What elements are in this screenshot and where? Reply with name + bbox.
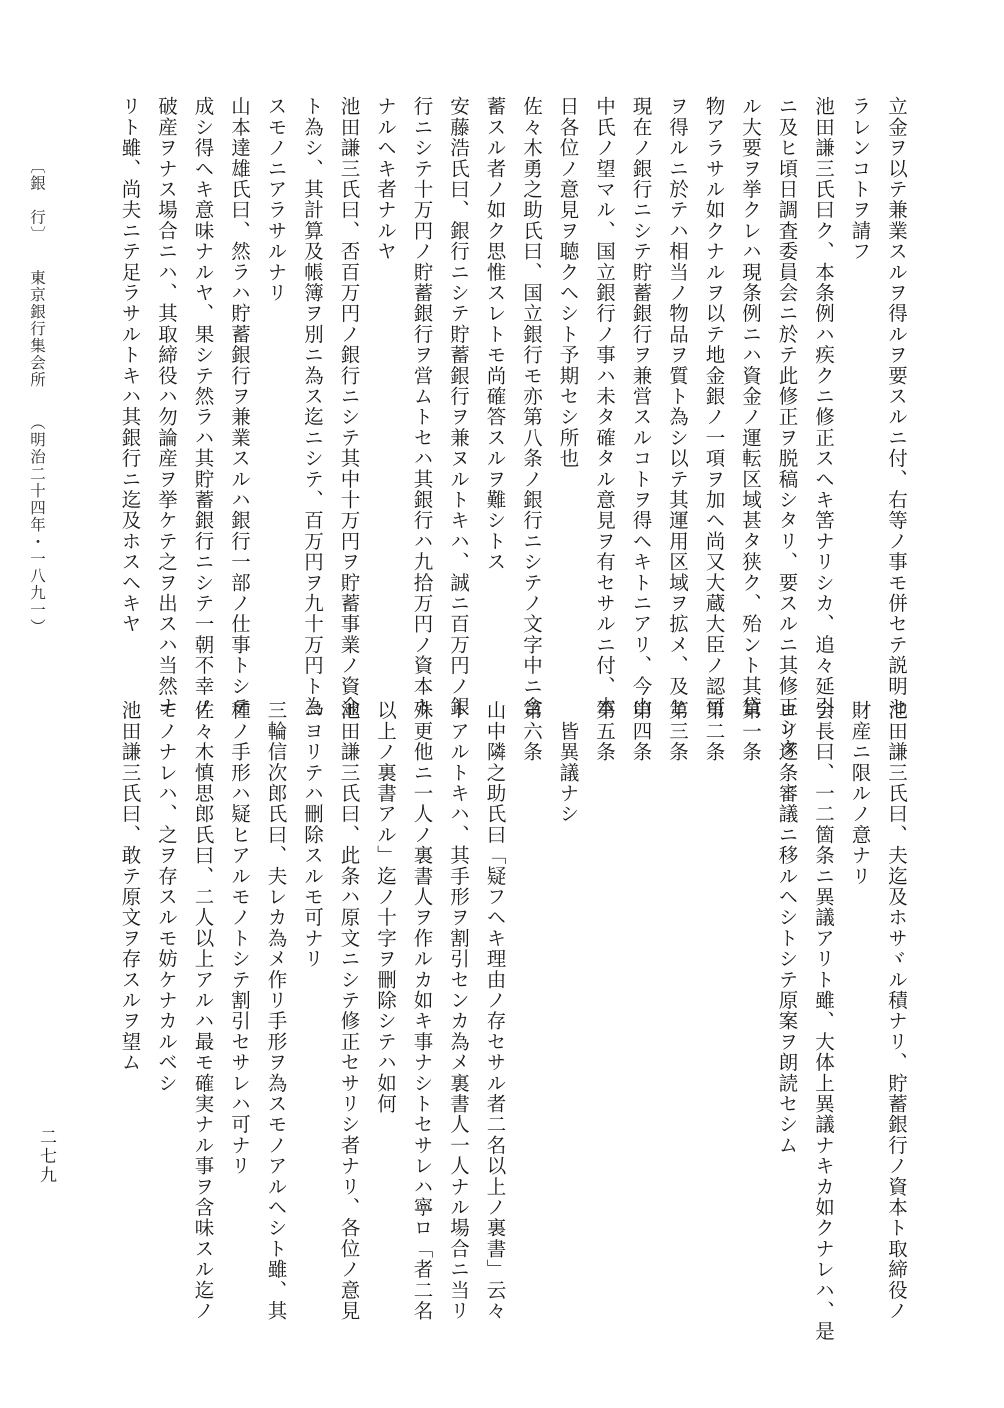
text-column: 山中隣之助氏曰「疑フヘキ理由ノ存セサル者二名以上ノ裏書」云々 bbox=[483, 700, 507, 1321]
text-column: 第二条 bbox=[702, 700, 726, 763]
text-column: 第三条 bbox=[666, 700, 689, 763]
text-column: ヨリ逐条審議ニ移ルヘシトシテ原案ヲ朗読セシム bbox=[775, 700, 799, 1156]
footer-publisher: 東京銀行集会所 bbox=[28, 269, 46, 389]
text-column: 皆異議ナシ bbox=[556, 700, 580, 825]
text-column: 会長曰、一二箇条ニ異議アリト雖、大体上異議ナキカ如クナレハ、是 bbox=[812, 700, 835, 1342]
text-column: 第五条 bbox=[593, 700, 616, 763]
text-column: 殊更他ニ一人ノ裏書人ヲ作ルカ如キ事ナシトセサレハ寧ロ「者二名 bbox=[410, 700, 434, 1321]
text-column: リト雖、尚夫ニテ足ラサルトキハ其銀行ニ迄及ホスヘキヤ bbox=[118, 96, 142, 635]
text-column: 第四条 bbox=[629, 700, 653, 763]
text-column: 第六条 bbox=[520, 700, 543, 763]
text-column: 池田謙三氏曰ク、本条例ハ疾クニ修正スヘキ筈ナリシカ、追々延引 bbox=[812, 96, 835, 717]
text-column: 三輪信次郎氏曰、夫レカ為メ作リ手形ヲ為スモノアルヘシト雖、其 bbox=[264, 700, 288, 1321]
text-column: 第一条 bbox=[739, 700, 762, 763]
running-footer bbox=[26, 158, 48, 636]
text-column: ニ及ヒ頃日調査委員会ニ於テ此修正ヲ脱稿シタリ、要スルニ其修正シタ bbox=[775, 96, 799, 759]
text-column: ヲ得ルニ於テハ相当ノ物品ヲ質ト為シ以テ其運用区域ヲ拡メ、及ヒ bbox=[666, 96, 689, 718]
text-column: 池田謙三氏曰、此条ハ原文ニシテ修正セサリシ者ナリ、各位ノ意見 bbox=[337, 700, 361, 1321]
text-column: 池田謙三氏曰、夫迄及ホサヾル積ナリ、貯蓄銀行ノ資本ト取締役ノ bbox=[885, 700, 908, 1321]
text-column: ニヨリテハ刪除スルモ可ナリ bbox=[301, 700, 324, 970]
text-column: 佐々木勇之助氏曰、国立銀行モ亦第八条ノ銀行ニシテノ文字中ニ含 bbox=[520, 96, 543, 717]
text-column: 中氏ノ望マル、国立銀行ノ事ハ未タ確タル意見ヲ有セサルニ付、本 bbox=[593, 96, 616, 717]
text-column: 成シ得ヘキ意味ナルヤ、果シテ然ラハ其貯蓄銀行ニシテ一朝不幸ノ bbox=[191, 96, 215, 717]
text-column: モノナレハ、之ヲ存スルモ妨ケナカルベシ bbox=[155, 700, 178, 1094]
text-column: 以上ノ裏書アル」迄ノ十字ヲ刪除シテハ如何 bbox=[374, 700, 397, 1114]
text-column: ラレンコトヲ請フ bbox=[848, 96, 872, 262]
text-column: トアルトキハ、其手形ヲ割引センカ為メ裏書人一人ナル場合ニ当リ bbox=[447, 700, 470, 1322]
text-column: 現在ノ銀行ニシテ貯蓄銀行ヲ兼営スルコトヲ得ヘキトニアリ、今山 bbox=[629, 96, 653, 717]
text-column: 蓄スル者ノ如ク思惟スレトモ尚確答スルヲ難シトス bbox=[483, 96, 507, 573]
lower-text-block bbox=[111, 700, 914, 1342]
text-column: 安藤浩氏曰、銀行ニシテ貯蓄銀行ヲ兼ヌルトキハ、誠ニ百万円ノ銀 bbox=[447, 96, 470, 717]
text-column: 池田謙三氏曰、否百万円ノ銀行ニシテ其中十万円ヲ貯蓄事業ノ資金 bbox=[337, 96, 361, 717]
text-column: 破産ヲナス場合ニハ、其取締役ハ勿論産ヲ挙ケテ之ヲ出スハ当然ナ bbox=[155, 96, 178, 717]
text-column: 佐々木慎思郎氏曰、二人以上アルハ最モ確実ナル事ヲ含味スル迄ノ bbox=[191, 700, 215, 1321]
text-column: ナルヘキ者ナルヤ bbox=[374, 96, 397, 262]
text-column: 種ノ手形ハ疑ヒアルモノトシテ割引セサレハ可ナリ bbox=[228, 700, 251, 1177]
page-number: 二七九 bbox=[36, 1128, 56, 1185]
text-column: 池田謙三氏曰、敢テ原文ヲ存スルヲ望ム bbox=[118, 700, 142, 1073]
text-column: ル大要ヲ挙クレハ現条例ニハ資金ノ運転区域甚タ狭ク、殆ント其貸 bbox=[739, 96, 762, 717]
text-column: 立金ヲ以テ兼業スルヲ得ルヲ要スルニ付、右等ノ事モ併セテ説明セ bbox=[885, 96, 908, 718]
text-column: 物アラサル如クナルヲ以テ地金銀ノ一項ヲ加ヘ尚又大蔵大臣ノ認可 bbox=[702, 96, 726, 717]
text-column: 財産ニ限ルノ意ナリ bbox=[848, 700, 872, 887]
text-column: ト為シ、其計算及帳簿ヲ別ニ為ス迄ニシテ、百万円ヲ九十万円ト為 bbox=[301, 96, 324, 717]
text-column: 行ニシテ十万円ノ貯蓄銀行ヲ営ムトセハ其銀行ハ九拾万円ノ資本ト bbox=[410, 96, 434, 717]
footer-section: 〔銀 行〕 bbox=[28, 158, 46, 236]
text-column: 日各位ノ意見ヲ聴クヘシト予期セシ所也 bbox=[556, 96, 580, 469]
text-column: 山本達雄氏曰、然ラハ貯蓄銀行ヲ兼業スルハ銀行一部ノ仕事トシテ bbox=[228, 96, 251, 717]
footer-date: （明治二十四年・一八九一） bbox=[28, 422, 46, 636]
text-column: スモノニアラサルナリ bbox=[264, 96, 288, 303]
